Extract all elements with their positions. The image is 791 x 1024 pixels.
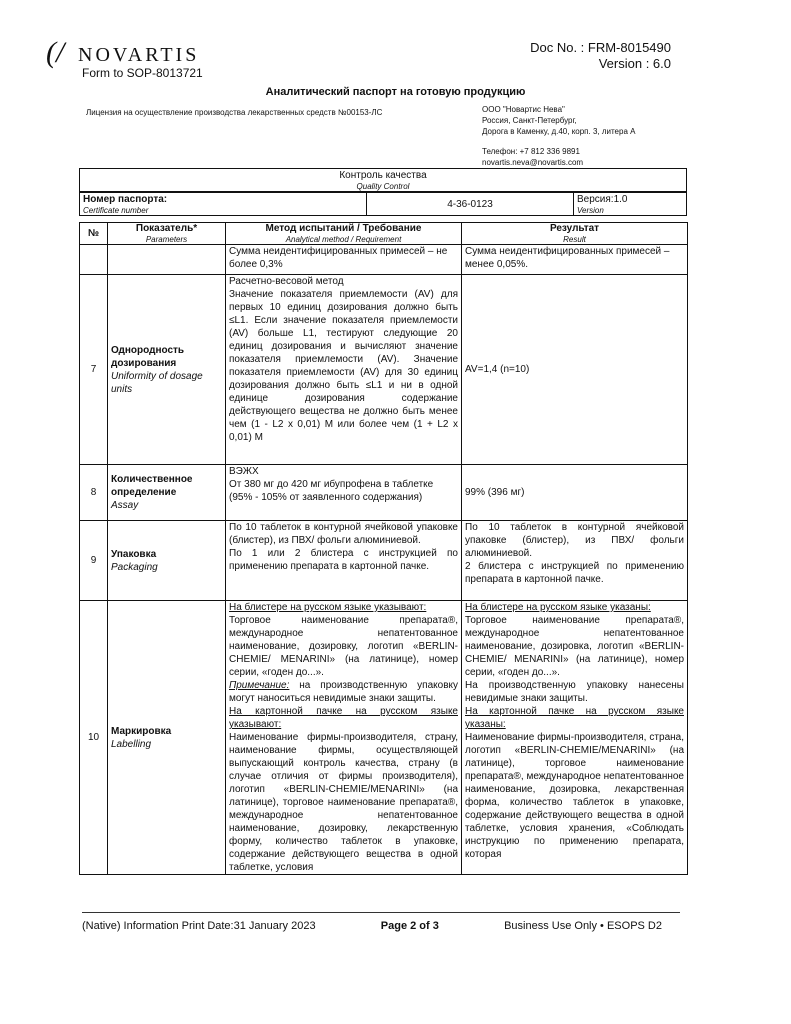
print-date: (Native) Information Print Date:31 January 2023 — [82, 920, 316, 932]
method-cell: ВЭЖХ От 380 мг до 420 мг ибупрофена в таблетке (95% - 105% от заявленного содержания) — [226, 465, 462, 521]
row-number: 10 — [80, 601, 108, 875]
company-address — [482, 104, 635, 137]
col-number: № — [80, 223, 108, 245]
parameter-cell: Однородность дозирования Uniformity of dosage units — [108, 275, 226, 465]
result-cell: На блистере на русском языке указаны: Торговое наименование препарата®, международное непатентованное наименование, дозировка, логотип «BERLIN-CHEMIE/ MENARINI» (на латинице), номер серии, «годен до...». На производственную упаковку нанесены невидимые знаки защиты. На картонной пачке на русском языке указаны: Наименование фирмы-производителя, страна, логотип «BERLIN-CHEMIE/MENARINI» (на латинице), торговое наименование препарата®, международное непатентованное наименование, дозировка, лекарственная форма, количество таблеток в упаковке, содержание действующего вещества в одной таблетке, условия хранения, «Соблюдать инструкцию по применению препарата, которая — [462, 601, 688, 875]
footer-divider — [82, 912, 680, 913]
company-phone: Телефон: +7 812 336 9891 — [482, 147, 580, 156]
company-street: Дорога в Каменку, д.40, корп. 3, литера А — [482, 127, 636, 136]
certificate-version: Версия:1.0 Version — [574, 193, 687, 216]
result-cell: AV=1,4 (n=10) — [462, 275, 688, 465]
result-cell: Сумма неидентифицированных примесей – менее 0,05%. — [462, 245, 688, 275]
logo-text: NOVARTIS — [78, 44, 200, 66]
table-row — [80, 245, 688, 275]
method-cell: По 10 таблеток в контурной ячейковой упаковке (блистер), из ПВХ/ фольги алюминиевой. По 1 или 2 блистера с инструкцией по применению препарата в картонной пачке. — [226, 521, 462, 601]
license-line: Лицензия на осуществление производства лекарственных средств №00153-ЛС — [86, 108, 383, 117]
row-number: 9 — [80, 521, 108, 601]
page-number: Page 2 of 3 — [380, 920, 439, 932]
col-method: Метод испытаний / Требование Analytical method / Requirement — [226, 223, 462, 245]
method-cell: Сумма неидентифицированных примесей – не более 0,3% — [226, 245, 462, 275]
method-cell: На блистере на русском языке указывают: Торговое наименование препарата®, международное непатентованное наименование, дозировку, логотип «BERLIN-CHEMIE/ MENARINI» (на латинице), номер серии, «годен до...». Примечание: на производственную упаковку могут наноситься невидимые знаки защиты. На картонной пачке на русском языке указывают: Наименование фирмы-производителя, страну, наименование фирмы, осуществляющей выпускающий контроль качества, страну (в случае отличия от фирмы производителя), логотип «BERLIN-CHEMIE/MENARINI» (на латинице), торговое наименование препарата®, международное непатентованное наименование, дозировку, лекарственную форму, количество таблеток в упаковке, содержание действующего вещества в одной таблетке, условия — [226, 601, 462, 875]
document-info — [530, 40, 671, 72]
company-contacts — [482, 146, 583, 168]
parameter-cell: Упаковка Packaging — [108, 521, 226, 601]
table-row — [80, 601, 688, 875]
company-email: novartis.neva@novartis.com — [482, 158, 584, 167]
parameter-cell: Количественное определение Assay — [108, 465, 226, 521]
form-reference: Form to SOP-8013721 — [82, 66, 203, 80]
certificate-number-row — [79, 192, 687, 216]
result-cell: По 10 таблеток в контурной ячейковой упаковке (блистер), из ПВХ/ фольги алюминиевой. 2 блистера с инструкцией по применению препарата в картонной пачке. — [462, 521, 688, 601]
table-row — [80, 521, 688, 601]
test-results-table — [79, 222, 688, 875]
parameter-cell: Маркировка Labelling — [108, 601, 226, 875]
col-result: Результат Result — [462, 223, 688, 245]
company-city: Россия, Санкт-Петербург, — [482, 116, 577, 125]
row-number: 8 — [80, 465, 108, 521]
quality-control-header — [79, 168, 687, 192]
doc-version: Version : 6.0 — [598, 56, 671, 71]
table-header-row — [80, 223, 688, 245]
table-row — [80, 465, 688, 521]
qc-title: Контроль качества Quality Control — [80, 169, 687, 192]
certificate-number: 4-36-0123 — [367, 193, 574, 216]
method-cell: Расчетно-весовой метод Значение показателя приемлемости (AV) для первых 10 единиц дозирования должно быть ≤L1. Если значение показателя приемлемости (AV) больше L1, тестируют следующие 20 единиц дозирования и вычисляют значение показателя приемлемости (AV). Значение показателя приемлемости (AV) для 30 единиц дозирования должно быть ≤L1 и ни в одной единице дозирования содержание действующего вещества не должно быть менее чем (1 - L2 x 0,01) M или более чем (1 + L2 x 0,01) M — [226, 275, 462, 465]
result-cell: 99% (396 мг) — [462, 465, 688, 521]
page-title: Аналитический паспорт на готовую продукцию — [265, 86, 526, 98]
company-name: ООО "Новартис Нева" — [482, 105, 565, 114]
row-number: 7 — [80, 275, 108, 465]
classification: Business Use Only • ESOPS D2 — [504, 920, 662, 932]
table-row — [80, 275, 688, 465]
page-footer — [82, 920, 662, 932]
certificate-label: Номер паспорта: Certificate number — [80, 193, 367, 216]
novartis-flame-icon: (/ — [46, 36, 65, 69]
col-parameter: Показатель* Parameters — [108, 223, 226, 245]
doc-number: Doc No. : FRM-8015490 — [530, 40, 671, 55]
